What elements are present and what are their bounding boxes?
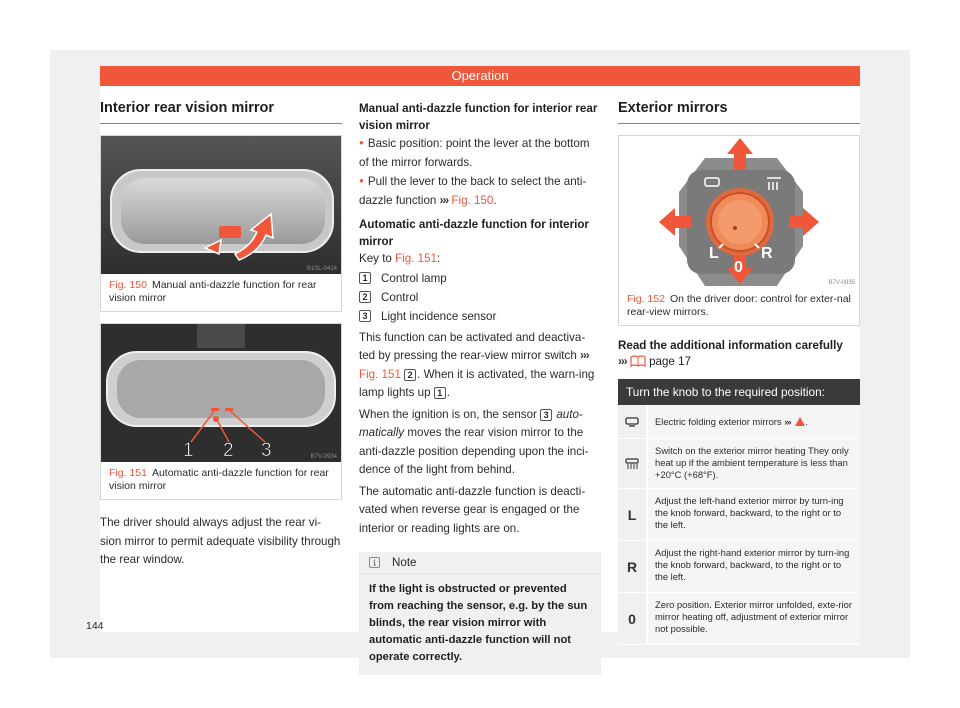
key-item xyxy=(359,307,601,326)
figure-code: B7V-0934 xyxy=(310,454,337,460)
chevron-icon: ››› xyxy=(618,355,627,368)
warning-icon xyxy=(795,417,805,426)
para-italic: auto-matically xyxy=(359,407,583,439)
chevron-icon: ››› xyxy=(580,349,589,362)
chevron-icon: ››› xyxy=(439,193,449,207)
position-symbol: 0 xyxy=(618,593,648,644)
table-cell: Switch on the exterior mirror heating They only heat up if the ambient temperature is less than +20°C (+68°F). xyxy=(648,439,860,488)
table-header: Turn the knob to the required position: xyxy=(618,379,860,405)
key-item xyxy=(359,269,601,288)
column-interior-mirror xyxy=(100,100,342,570)
marker-1: 1 xyxy=(183,440,194,461)
number-badge: 2 xyxy=(359,291,371,303)
bullet-text: Pull the lever to the back to select the anti-dazzle function xyxy=(359,175,587,207)
knob-label-R: R xyxy=(761,245,773,262)
chevron-icon: ››› xyxy=(784,415,791,427)
figure-150 xyxy=(100,135,342,312)
figure-151-image xyxy=(101,324,341,462)
figure-150-image xyxy=(101,136,341,274)
caption-text: Manual anti-dazzle function for rear vision mirror xyxy=(109,279,317,304)
automatic-anti-dazzle-heading: Automatic anti-dazzle function for interior mirror xyxy=(359,218,589,248)
knob-label-L: L xyxy=(709,245,719,262)
row-text: Electric folding exterior mirrors xyxy=(655,415,782,427)
position-symbol: R xyxy=(618,541,648,592)
figure-152-image xyxy=(619,136,859,288)
info-icon: i xyxy=(369,557,380,568)
number-badge: 3 xyxy=(359,310,371,322)
page-number: 144 xyxy=(86,620,104,632)
marker-3: 3 xyxy=(261,440,272,461)
para-text: . When it is activated, the warn-ing lamp lights up xyxy=(359,367,595,399)
figure-code: B1SL-0414 xyxy=(306,266,337,272)
section-title-interior-mirror: Interior rear vision mirror xyxy=(100,100,342,124)
knob-positions-table xyxy=(618,379,860,645)
mirror-fold-icon xyxy=(618,405,648,438)
manual-anti-dazzle-heading: Manual anti-dazzle function for interior rear vision mirror xyxy=(359,102,598,132)
read-more-line xyxy=(618,338,860,370)
section-header: Operation xyxy=(100,66,860,86)
figure-151 xyxy=(100,323,342,500)
para-text: This function can be activated and deactiva-ted by pressing the rear-view mirror switch xyxy=(359,330,586,362)
table-row xyxy=(618,489,860,541)
table-row xyxy=(618,405,860,439)
figure-150-caption xyxy=(101,274,341,311)
figure-number: Fig. 152 xyxy=(627,293,665,305)
key-label: Control xyxy=(381,290,419,304)
table-row xyxy=(618,541,860,593)
activation-paragraph: This function can be activated and deactiva-ted by pressing the rear-view mirror switch ››› Fig. 151 2 . When it is activated, the warn-ing lamp lights up 1 . xyxy=(359,330,595,399)
key-item xyxy=(359,288,601,307)
note-header xyxy=(359,552,601,574)
knob-label-0: 0 xyxy=(734,259,743,276)
key-text: Key to xyxy=(359,252,392,265)
bullet-pull-lever: ● Pull the lever to the back to select the anti-dazzle function ››› Fig. 150. xyxy=(359,172,601,210)
sensor-paragraph xyxy=(359,406,601,480)
driver-paragraph: The driver should always adjust the rear vi-sion mirror to permit adequate visibility through the rear window. xyxy=(100,516,341,566)
column-exterior-mirrors xyxy=(618,100,860,645)
read-more-text: Read the additional information carefully xyxy=(618,339,843,352)
position-symbol: L xyxy=(618,489,648,540)
table-row xyxy=(618,593,860,645)
fig-151-link[interactable]: Fig. 151 xyxy=(359,367,401,381)
table-cell: Electric folding exterior mirrors ››› . xyxy=(648,405,860,438)
note-box xyxy=(359,552,601,675)
figure-152 xyxy=(618,135,860,326)
mirror-heat-icon xyxy=(618,439,648,488)
table-row xyxy=(618,439,860,489)
deactivation-paragraph: The automatic anti-dazzle function is deacti-vated when reverse gear is engaged or the interior or reading lights are on. xyxy=(359,484,586,535)
table-cell: Adjust the left-hand exterior mirror by turn-ing the knob forward, backward, to the right or to the left. xyxy=(648,489,860,540)
number-badge: 1 xyxy=(359,272,371,284)
figure-number: Fig. 151 xyxy=(109,467,147,479)
table-cell: Adjust the right-hand exterior mirror by turn-ing the knob forward, backward, to the right or to the left. xyxy=(648,541,860,592)
caption-text: On the driver door: control for exter-nal rear-view mirrors. xyxy=(627,293,851,318)
caption-text: Automatic anti-dazzle function for rear vision mirror xyxy=(109,467,329,492)
key-line: Key to Fig. 151: xyxy=(359,252,441,265)
bullet-text: Basic position: point the lever at the bottom of the mirror forwards. xyxy=(359,137,590,169)
figure-152-caption xyxy=(619,288,859,325)
table-cell: Zero position. Exterior mirror unfolded, exte-rior mirror heating off, adjustment of exterior mirror not possible. xyxy=(648,593,860,644)
page-17-link[interactable]: page 17 xyxy=(649,355,691,368)
marker-2: 2 xyxy=(223,440,234,461)
key-label: Light incidence sensor xyxy=(381,309,497,323)
book-icon xyxy=(630,355,646,367)
number-badge: 3 xyxy=(540,409,552,421)
figure-151-caption xyxy=(101,462,341,499)
note-title: Note xyxy=(392,556,417,569)
para-text: When the ignition is on, the sensor xyxy=(359,407,537,421)
number-badge: 2 xyxy=(404,369,416,381)
figure-number: Fig. 150 xyxy=(109,279,147,291)
section-title-exterior-mirrors: Exterior mirrors xyxy=(618,100,860,124)
bullet-basic-position xyxy=(359,134,601,172)
para-text: moves the rear vision mirror to the anti-dazzle position depending upon the inci-dence of the light from behind. xyxy=(359,426,589,476)
column-anti-dazzle xyxy=(359,100,601,675)
key-label: Control lamp xyxy=(381,271,447,285)
fig-150-link[interactable]: Fig. 150 xyxy=(451,193,494,207)
number-badge: 1 xyxy=(434,387,446,399)
note-body: If the light is obstructed or prevented from reaching the sensor, e.g. by the sun blinds, the rear vision mirror with automatic anti-dazzle function will not operate correctly. xyxy=(369,583,588,663)
fig-151-link[interactable]: Fig. 151 xyxy=(395,252,438,265)
figure-code: B7V-0935 xyxy=(828,280,855,286)
